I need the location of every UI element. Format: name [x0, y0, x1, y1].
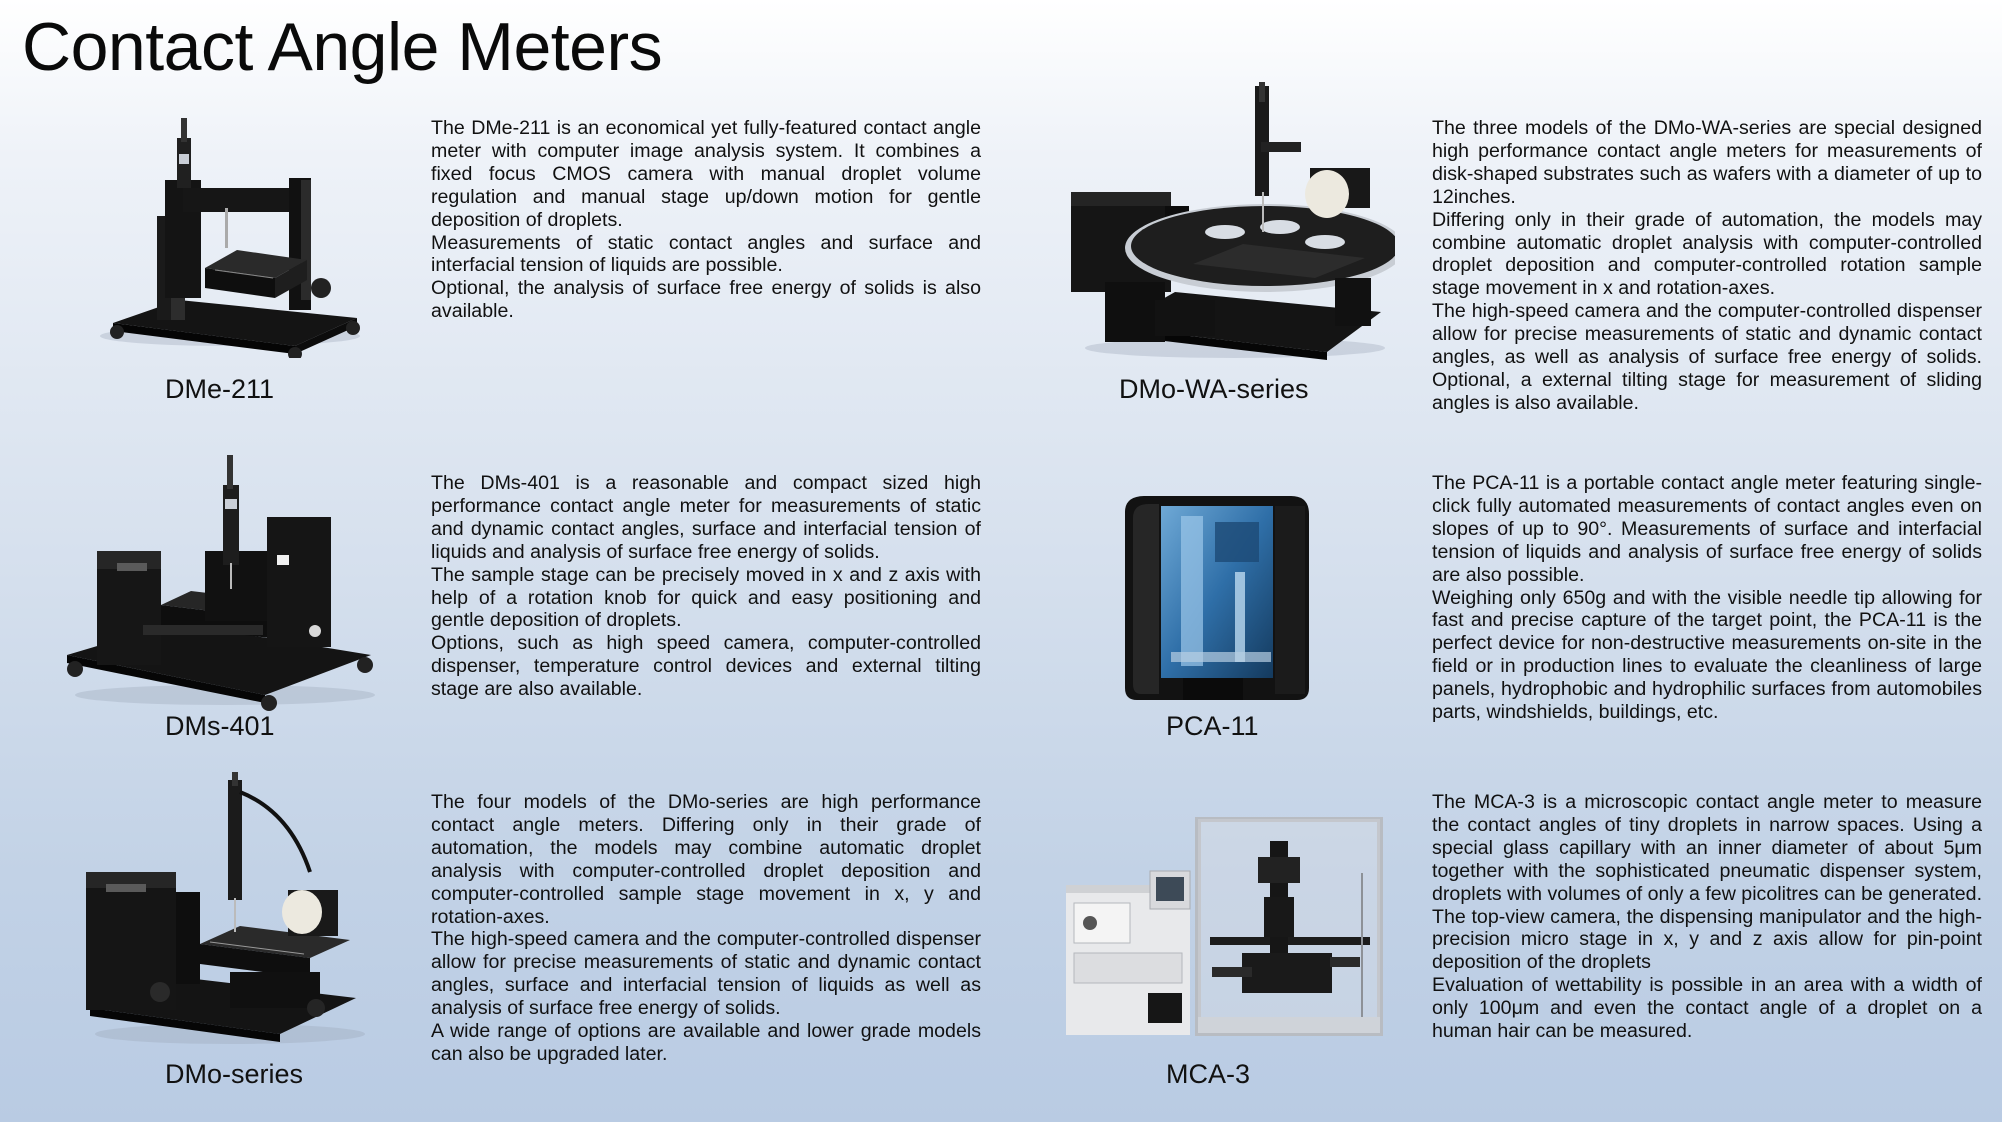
- dme-211-paragraph: Optional, the analysis of surface free energy of solids is also available.: [431, 277, 981, 323]
- pca-11-paragraph: The PCA-11 is a portable contact angle meter featuring single-click fully automated measurements of contact angles even on slopes of up to 90°. Measurements of surface and interfacial tension of liquids and analysis of surface free energy of solids are also possible.: [1432, 472, 1982, 586]
- mca-3-paragraph: The MCA-3 is a microscopic contact angle meter to measure the contact angles of tiny droplets in narrow spaces. Using a special glass capillary with an inner diameter of about 5μm together with the sophisticated pneumatic dispenser system, droplets with volumes of only a few picolitres can be generated.: [1432, 791, 1983, 905]
- mca-3-description: [1432, 791, 1982, 1043]
- mca-3-name: MCA-3: [1166, 1059, 1251, 1089]
- dme-211-paragraph: The DMe-211 is an economical yet fully-featured contact angle meter with computer image analysis system. It combines a fixed focus CMOS camera with manual droplet volume regulation and manual stage up/down motion for gentle deposition of droplets.: [431, 117, 981, 231]
- dmo-series-description: [431, 791, 981, 1066]
- dmo-wa-series-name: DMo-WA-series: [1119, 374, 1309, 404]
- dms-401-name: DMs-401: [165, 711, 275, 741]
- page-title: Contact Angle Meters: [22, 9, 663, 85]
- dmo-wa-series-paragraph: The high-speed camera and the computer-controlled dispenser allow for precise measurements of static and dynamic contact angles, as well as analysis of surface free energy of solids. Optional, a external tilting stage for measurement of sliding angles is also available.: [1432, 300, 1982, 414]
- dmo-series-photo: [80, 772, 365, 1050]
- dme-211-photo: [95, 118, 365, 358]
- dmo-wa-series-paragraph: Differing only in their grade of automation, the models may combine automatic droplet analysis with computer-controlled droplet deposition and computer-controlled rotation sample stage movement in x and rotation-axes.: [1432, 208, 1982, 300]
- dms-401-description: [431, 472, 981, 701]
- wafer-contact-angle-meter-icon: [1065, 82, 1395, 364]
- contact-angle-meter-icon: [80, 772, 365, 1050]
- dmo-series-paragraph: The high-speed camera and the computer-controlled dispenser allow for precise measurements of static and dynamic contact angles, surface and interfacial tension of liquids as well as analysis of surface free energy of solids.: [431, 928, 981, 1020]
- pca-11-name: PCA-11: [1166, 711, 1259, 741]
- dmo-series-name: DMo-series: [165, 1059, 304, 1089]
- dms-401-paragraph: The sample stage can be precisely moved in x and z axis with help of a rotation knob for quick and easy positioning and gentle deposition of droplets.: [431, 563, 981, 632]
- dmo-series-paragraph: A wide range of options are available and lower grade models can also be upgraded later.: [431, 1020, 981, 1065]
- dmo-wa-series-photo: [1065, 82, 1395, 364]
- dmo-wa-series-paragraph: The three models of the DMo-WA-series are special designed high performance contact angle meters for measurements of disk-shaped substrates such as wafers with a diameter of up to 12inches.: [1432, 117, 1982, 208]
- mca-3-paragraph: The top-view camera, the dispensing manipulator and the high-precision micro stage in x, y and z axis allow for pin-point deposition of the droplets: [1432, 905, 1982, 974]
- mca-3-photo: [1062, 817, 1384, 1041]
- portable-contact-angle-meter-icon: [1115, 492, 1315, 704]
- dmo-wa-series-description: [1432, 117, 1982, 415]
- dms-401-paragraph: Options, such as high speed camera, computer-controlled dispenser, temperature control devices and external tilting stage are also available.: [431, 632, 981, 701]
- pca-11-paragraph: Weighing only 650g and with the visible needle tip allowing for fast and precise capture of the target point, the PCA-11 is the perfect device for non-destructive measurements on-site in the field or in production lines to evaluate the cleanliness of large panels, hydrophobic and hydrophilic surfaces from automobiles parts, windshields, buildings, etc.: [1432, 586, 1982, 724]
- dmo-series-paragraph: The four models of the DMo-series are high performance contact angle meters. Differing only in their grade of automation, the models may combine automatic droplet analysis with computer-controlled droplet deposition and computer-controlled sample stage movement in x, y and rotation-axes.: [431, 791, 981, 928]
- contact-angle-meter-icon: [65, 455, 375, 715]
- contact-angle-meter-icon: [95, 118, 365, 358]
- dms-401-paragraph: The DMs-401 is a reasonable and compact sized high performance contact angle meter for measurements of static and dynamic contact angles, surface and interfacial tension of liquids and analysis of surface free energy of solids.: [431, 472, 981, 563]
- pca-11-description: [1432, 472, 1982, 724]
- dme-211-paragraph: Measurements of static contact angles and surface and interfacial tension of liquids are possible.: [431, 231, 981, 277]
- dme-211-name: DMe-211: [165, 374, 275, 404]
- mca-3-paragraph: Evaluation of wettability is possible in an area with a width of only 100μm and even the contact angle of a droplet on a human hair can be measured.: [1432, 974, 1982, 1043]
- pca-11-photo: [1115, 492, 1315, 704]
- dme-211-description: [431, 117, 981, 323]
- dms-401-photo: [65, 455, 375, 715]
- microscopic-contact-angle-meter-icon: [1062, 817, 1384, 1041]
